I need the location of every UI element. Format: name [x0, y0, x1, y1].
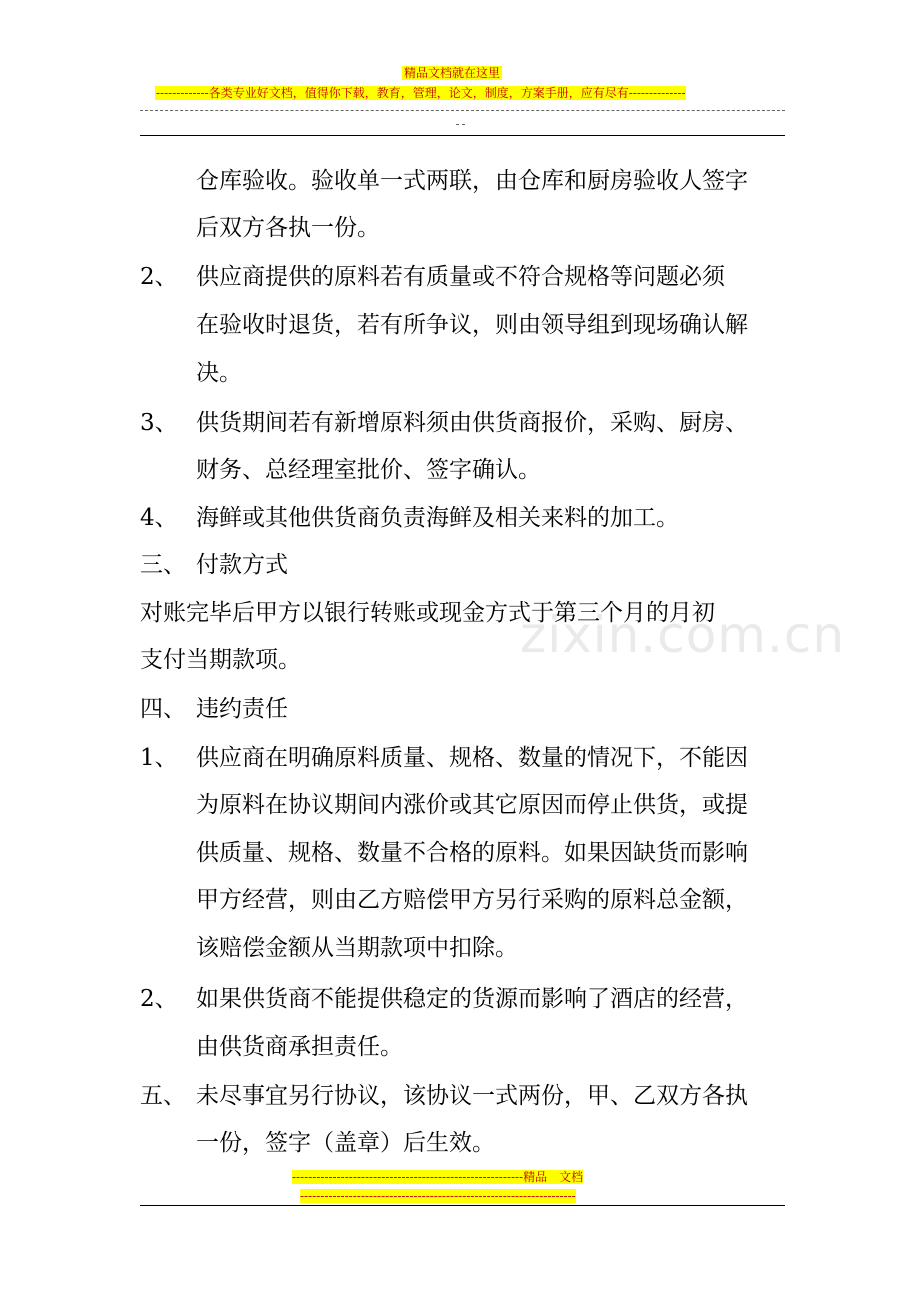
- para-line: 甲方经营，则由乙方赔偿甲方另行采购的原料总金额，: [196, 887, 748, 913]
- para-line: 决。: [196, 360, 242, 386]
- para-line: 由供货商承担责任。: [196, 1034, 403, 1060]
- para-line: 在验收时退货，若有所争议，则由领导组到现场确认解: [196, 312, 748, 338]
- para-line: 一份，签字（盖章）后生效。: [196, 1130, 495, 1156]
- item-number: 1、: [140, 745, 178, 771]
- section-heading: 付款方式: [196, 552, 288, 578]
- para-line: 后双方各执一份。: [196, 215, 380, 241]
- item-number: 3、: [140, 410, 178, 436]
- footer-label: ---------------------------------------------------------精品 文档: [292, 1170, 584, 1184]
- para-line: 财务、总经理室批价、签字确认。: [196, 457, 541, 483]
- header-dashed-tail: [456, 124, 465, 125]
- para-line: 如果供货商不能提供稳定的货源而影响了酒店的经营，: [196, 986, 748, 1012]
- para-line: 对账完毕后甲方以银行转账或现金方式于第三个月的月初: [140, 600, 715, 626]
- para-line: 供货期间若有新增原料须由供货商报价，采购、厨房、: [196, 410, 748, 436]
- header-title: 精品文档就在这里: [404, 66, 501, 80]
- para-line: 供应商在明确原料质量、规格、数量的情况下，不能因: [196, 745, 748, 771]
- item-number: 2、: [140, 264, 178, 290]
- para-line: 供质量、规格、数量不合格的原料。如果因缺货而影响: [196, 840, 748, 866]
- header-dashed-divider: [140, 110, 785, 111]
- para-line: 海鲜或其他供货商负责海鲜及相关来料的加工。: [196, 505, 679, 531]
- para-line: 未尽事宜另行协议，该协议一式两份，甲、乙双方各执: [196, 1083, 748, 1109]
- header-tagline: -------------各类专业好文档，值得你下载，教育，管理，论文，制度，方案手册，应有尽有--------------: [156, 86, 686, 100]
- item-number: 4、: [140, 505, 178, 531]
- header-rule: [140, 135, 785, 136]
- section-heading: 违约责任: [196, 696, 288, 722]
- para-line: 该赔偿金额从当期款项中扣除。: [196, 935, 518, 961]
- para-line: 为原料在协议期间内涨价或其它原因而停止供货，或提: [196, 792, 748, 818]
- para-line: 支付当期款项。: [140, 647, 301, 673]
- footer-rule: [140, 1205, 785, 1206]
- footer-dashes: --------------------------------------------------------------------: [300, 1189, 576, 1203]
- watermark: zixin.com.cn: [520, 606, 846, 664]
- para-line: 仓库验收。验收单一式两联，由仓库和厨房验收人签字: [196, 168, 748, 194]
- section-number: 五、: [140, 1083, 186, 1109]
- item-number: 2、: [140, 986, 178, 1012]
- section-number: 三、: [140, 552, 186, 578]
- para-line: 供应商提供的原料若有质量或不符合规格等问题必须: [196, 264, 725, 290]
- section-number: 四、: [140, 696, 186, 722]
